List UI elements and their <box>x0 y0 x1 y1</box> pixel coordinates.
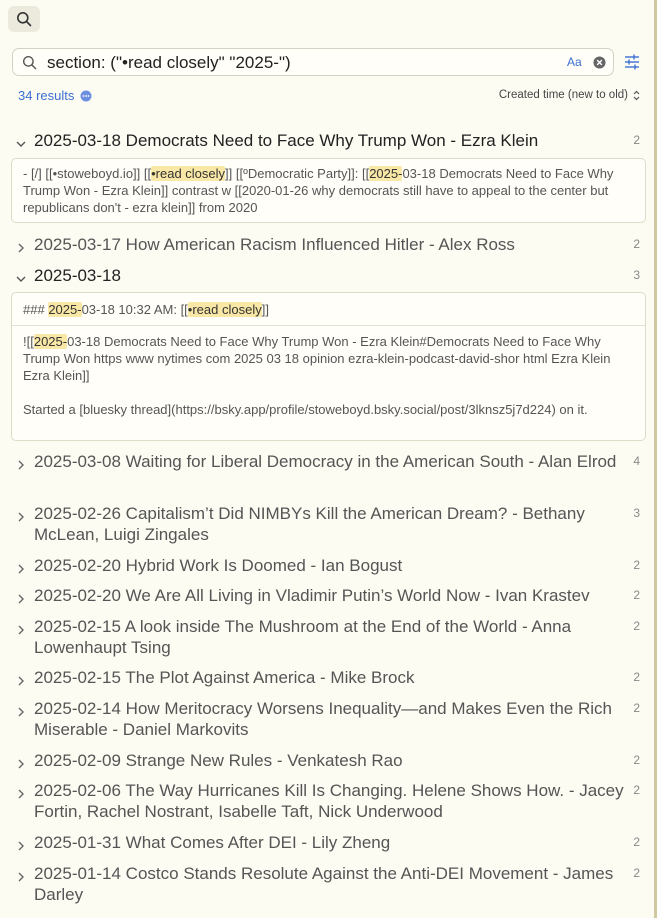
more-options-icon[interactable] <box>80 90 92 102</box>
search-match[interactable] <box>11 158 646 223</box>
chevron-right-icon <box>14 757 28 771</box>
result-title[interactable]: 2025-02-26 Capitalism’t Did NIMBYs Kill the American Dream? - Bethany McLean, Luigi Zingales <box>34 504 585 544</box>
chevron-right-icon <box>14 510 28 524</box>
chevron-down-icon <box>14 272 28 286</box>
match-count: 2 <box>633 237 640 251</box>
match-count: 2 <box>633 866 640 880</box>
result-title[interactable]: 2025-03-08 Waiting for Liberal Democracy in the American South - Alan Elrod <box>34 452 617 471</box>
search-input[interactable] <box>12 48 614 76</box>
match-highlight: •read closely <box>151 166 226 181</box>
result-title[interactable]: 2025-03-18 <box>34 266 121 285</box>
chevron-right-icon <box>14 241 28 255</box>
chevron-right-icon <box>14 870 28 884</box>
clear-search-icon[interactable] <box>593 56 606 69</box>
chevron-right-icon <box>14 562 28 576</box>
sort-order-select[interactable] <box>499 89 640 101</box>
match-count: 3 <box>633 268 640 282</box>
search-icon <box>22 55 37 70</box>
match-count: 2 <box>633 753 640 767</box>
search-settings-icon[interactable] <box>623 53 641 71</box>
result-title[interactable]: 2025-02-15 The Plot Against America - Mike Brock <box>34 668 415 687</box>
result-title[interactable]: 2025-02-20 We Are All Living in Vladimir Putin’s World Now - Ivan Krastev <box>34 586 590 605</box>
match-text[interactable]: ### 2025-03-18 10:32 AM: [[•read closely]] <box>23 302 269 317</box>
match-text: - [/] [[•stoweboyd.io]] [[•read closely]] [[ºDemocratic Party]]: [[2025-03-18 Democrats Need to Face Why Trump Won - Ezra Klein]] contrast w [[2020-01-26 why democrats still have to appeal to the center but republicans don't - ezra klein]] from 2020 <box>23 166 614 215</box>
results-count: 34 results <box>18 88 75 103</box>
result-title[interactable]: 2025-02-09 Strange New Rules - Venkatesh Rao <box>34 751 403 770</box>
chevron-right-icon <box>14 458 28 472</box>
match-highlight: •read closely <box>187 302 262 317</box>
search-tab-button[interactable] <box>8 6 40 32</box>
match-count: 2 <box>633 133 640 147</box>
match-count: 2 <box>633 783 640 797</box>
chevron-right-icon <box>14 592 28 606</box>
chevron-right-icon <box>14 839 28 853</box>
match-count: 3 <box>633 506 640 520</box>
match-count: 4 <box>633 454 640 468</box>
result-title[interactable]: 2025-02-20 Hybrid Work Is Doomed - Ian Bogust <box>34 556 403 575</box>
match-text[interactable]: ![[2025-03-18 Democrats Need to Face Why Trump Won - Ezra Klein#Democrats Need to Face Why Trump Won https www nytimes com 2025 03 18 opinion ezra-klein-podcast-david-shor html Ezra Klein Ezra Klein]] Started a [bluesky thread](https://bsky.app/profile/stoweboyd.bsky.social/post/3lknsz5j7d224) on it. <box>23 334 611 417</box>
result-title[interactable]: 2025-03-18 Democrats Need to Face Why Trump Won - Ezra Klein <box>34 131 539 150</box>
result-title[interactable]: 2025-03-17 How American Racism Influenced Hitler - Alex Ross <box>34 235 515 254</box>
chevron-down-icon <box>14 137 28 151</box>
search-query-text[interactable]: section: ("•read closely" "2025-") <box>47 53 291 72</box>
match-highlight: 2025- <box>33 334 68 349</box>
sort-order-label: Created time (new to old) <box>498 89 628 101</box>
match-count: 2 <box>633 588 640 602</box>
sort-chevron-icon <box>633 90 640 101</box>
match-count: 2 <box>633 670 640 684</box>
match-case-toggle[interactable]: Aa <box>567 55 582 69</box>
match-highlight: 2025- <box>48 302 82 317</box>
result-title[interactable]: 2025-02-06 The Way Hurricanes Kill Is Changing. Helene Shows How. - Jacey Fortin, Rachel Nostrant, Isabelle Taft, Nick Underwood <box>34 781 624 821</box>
results-summary <box>18 88 92 103</box>
result-title[interactable]: 2025-02-14 How Meritocracy Worsens Inequality—and Makes Even the Rich Miserable - Daniel Markovits <box>34 699 612 739</box>
match-count: 2 <box>633 558 640 572</box>
result-title[interactable]: 2025-02-15 A look inside The Mushroom at the End of the World - Anna Lowenhaupt Tsing <box>34 617 572 657</box>
match-count: 2 <box>633 619 640 633</box>
match-count: 2 <box>633 835 640 849</box>
result-title[interactable]: 2025-01-14 Costco Stands Resolute Against the Anti-DEI Movement - James Darley <box>34 864 614 904</box>
chevron-right-icon <box>14 674 28 688</box>
search-icon <box>16 11 32 27</box>
match-highlight: 2025- <box>369 166 403 181</box>
chevron-right-icon <box>14 623 28 637</box>
search-match-group <box>11 292 646 441</box>
match-count: 2 <box>633 701 640 715</box>
chevron-right-icon <box>14 787 28 801</box>
chevron-right-icon <box>14 705 28 719</box>
result-title[interactable]: 2025-01-31 What Comes After DEI - Lily Zheng <box>34 833 391 852</box>
